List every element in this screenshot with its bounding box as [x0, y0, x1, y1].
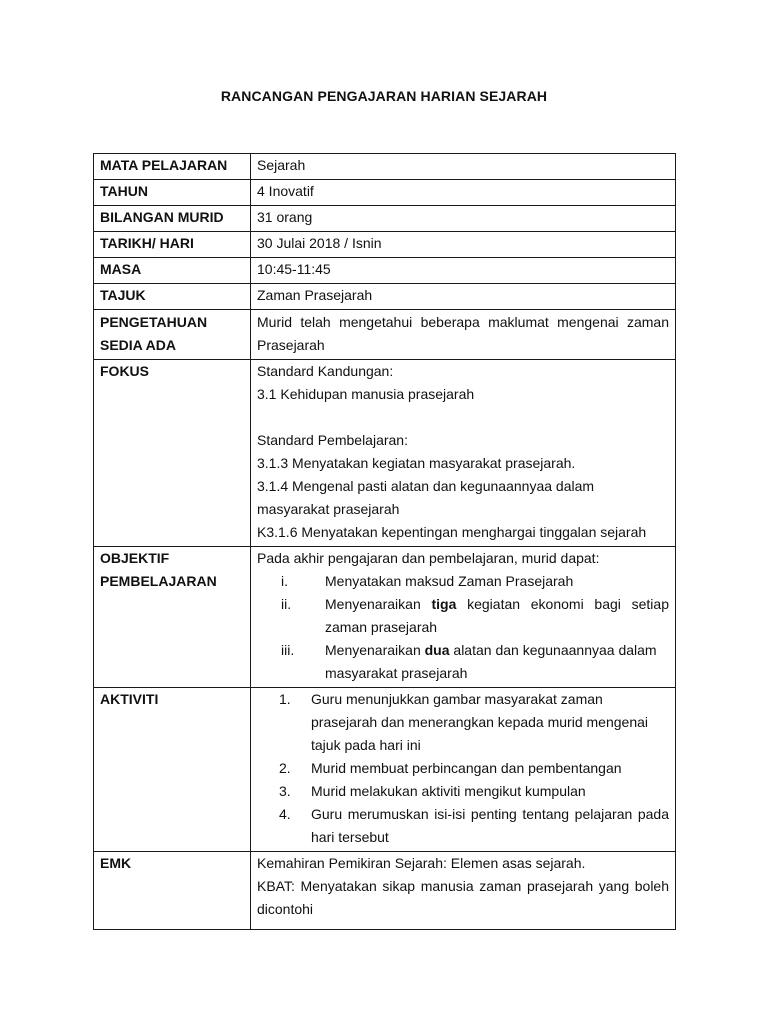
- table-row: [94, 232, 676, 258]
- row-value: 4 Inovatif: [251, 180, 676, 206]
- table-row: [94, 258, 676, 284]
- list-text: Menyenaraikan tiga kegiatan ekonomi bagi setiap zaman prasejarah: [325, 596, 669, 635]
- emk-line: KBAT: Menyatakan sikap manusia zaman prasejarah yang boleh dicontohi: [257, 878, 669, 917]
- document-title: RANCANGAN PENGAJARAN HARIAN SEJARAH: [220, 88, 548, 104]
- row-label: EMK: [94, 852, 251, 930]
- list-text: Menyenaraikan dua alatan dan kegunaannyaa dalam masyarakat prasejarah: [325, 642, 657, 681]
- list-item: [257, 757, 669, 780]
- standard-pembelajaran-item: masyarakat prasejarah: [257, 501, 400, 517]
- table-row: [94, 206, 676, 232]
- label-line: SEDIA ADA: [100, 337, 176, 353]
- objektif-intro: Pada akhir pengajaran dan pembelajaran, murid dapat:: [257, 550, 600, 566]
- row-label: TAJUK: [94, 284, 251, 310]
- row-value: 31 orang: [251, 206, 676, 232]
- row-value: 10:45-11:45: [251, 258, 676, 284]
- lesson-plan-table: [93, 153, 676, 930]
- list-text: Menyatakan maksud Zaman Prasejarah: [325, 573, 574, 589]
- standard-kandungan-heading: Standard Kandungan:: [257, 363, 394, 379]
- objektif-content: [251, 547, 676, 688]
- row-label: MASA: [94, 258, 251, 284]
- emk-line: Kemahiran Pemikiran Sejarah: Elemen asas sejarah.: [257, 855, 586, 871]
- row-value: Sejarah: [251, 154, 676, 180]
- list-item: [257, 688, 669, 757]
- list-number: ii.: [281, 596, 292, 612]
- table-row: [94, 310, 676, 360]
- table-row: [94, 360, 676, 547]
- table-row: [94, 154, 676, 180]
- list-item: [257, 593, 669, 639]
- row-label: AKTIVITI: [94, 688, 251, 852]
- label-line: PEMBELAJARAN: [100, 573, 217, 589]
- row-label: FOKUS: [94, 360, 251, 547]
- list-item: [257, 570, 669, 593]
- table-row: [94, 284, 676, 310]
- label-line: OBJEKTIF: [100, 550, 170, 566]
- standard-pembelajaran-item: 3.1.4 Mengenal pasti alatan dan kegunaannyaa dalam: [257, 478, 595, 494]
- list-number: 3.: [279, 783, 291, 799]
- list-text: Murid melakukan aktiviti mengikut kumpulan: [311, 783, 586, 799]
- list-number: iii.: [281, 642, 295, 658]
- row-value: 30 Julai 2018 / Isnin: [251, 232, 676, 258]
- standard-pembelajaran-heading: Standard Pembelajaran:: [257, 432, 408, 448]
- standard-pembelajaran-item: K3.1.6 Menyatakan kepentingan menghargai tinggalan sejarah: [257, 524, 647, 540]
- list-item: [257, 803, 669, 849]
- table-row: [94, 688, 676, 852]
- list-text: Guru merumuskan isi-isi penting tentang pelajaran pada hari tersebut: [311, 806, 669, 845]
- row-label: [94, 547, 251, 688]
- table-row: [94, 852, 676, 930]
- emk-content: [251, 852, 676, 930]
- list-text: Guru menunjukkan gambar masyarakat zaman prasejarah dan menerangkan kepada murid mengenai tajuk pada hari ini: [311, 691, 648, 753]
- aktiviti-content: [251, 688, 676, 852]
- list-number: 1.: [279, 691, 291, 707]
- list-number: i.: [281, 573, 288, 589]
- fokus-content: [251, 360, 676, 547]
- row-label: BILANGAN MURID: [94, 206, 251, 232]
- row-label: MATA PELAJARAN: [94, 154, 251, 180]
- table-row: [94, 180, 676, 206]
- standard-kandungan-item: 3.1 Kehidupan manusia prasejarah: [257, 386, 475, 402]
- list-item: [257, 639, 669, 685]
- table-row: [94, 547, 676, 688]
- list-number: 2.: [279, 760, 291, 776]
- row-label: TAHUN: [94, 180, 251, 206]
- standard-pembelajaran-item: 3.1.3 Menyatakan kegiatan masyarakat prasejarah.: [257, 455, 576, 471]
- label-line: PENGETAHUAN: [100, 314, 208, 330]
- list-number: 4.: [279, 806, 291, 822]
- row-value: Zaman Prasejarah: [251, 284, 676, 310]
- row-label: TARIKH/ HARI: [94, 232, 251, 258]
- list-item: [257, 780, 669, 803]
- row-value: Murid telah mengetahui beberapa maklumat mengenai zaman Prasejarah: [251, 310, 676, 360]
- list-text: Murid membuat perbincangan dan pembentangan: [311, 760, 622, 776]
- row-label: [94, 310, 251, 360]
